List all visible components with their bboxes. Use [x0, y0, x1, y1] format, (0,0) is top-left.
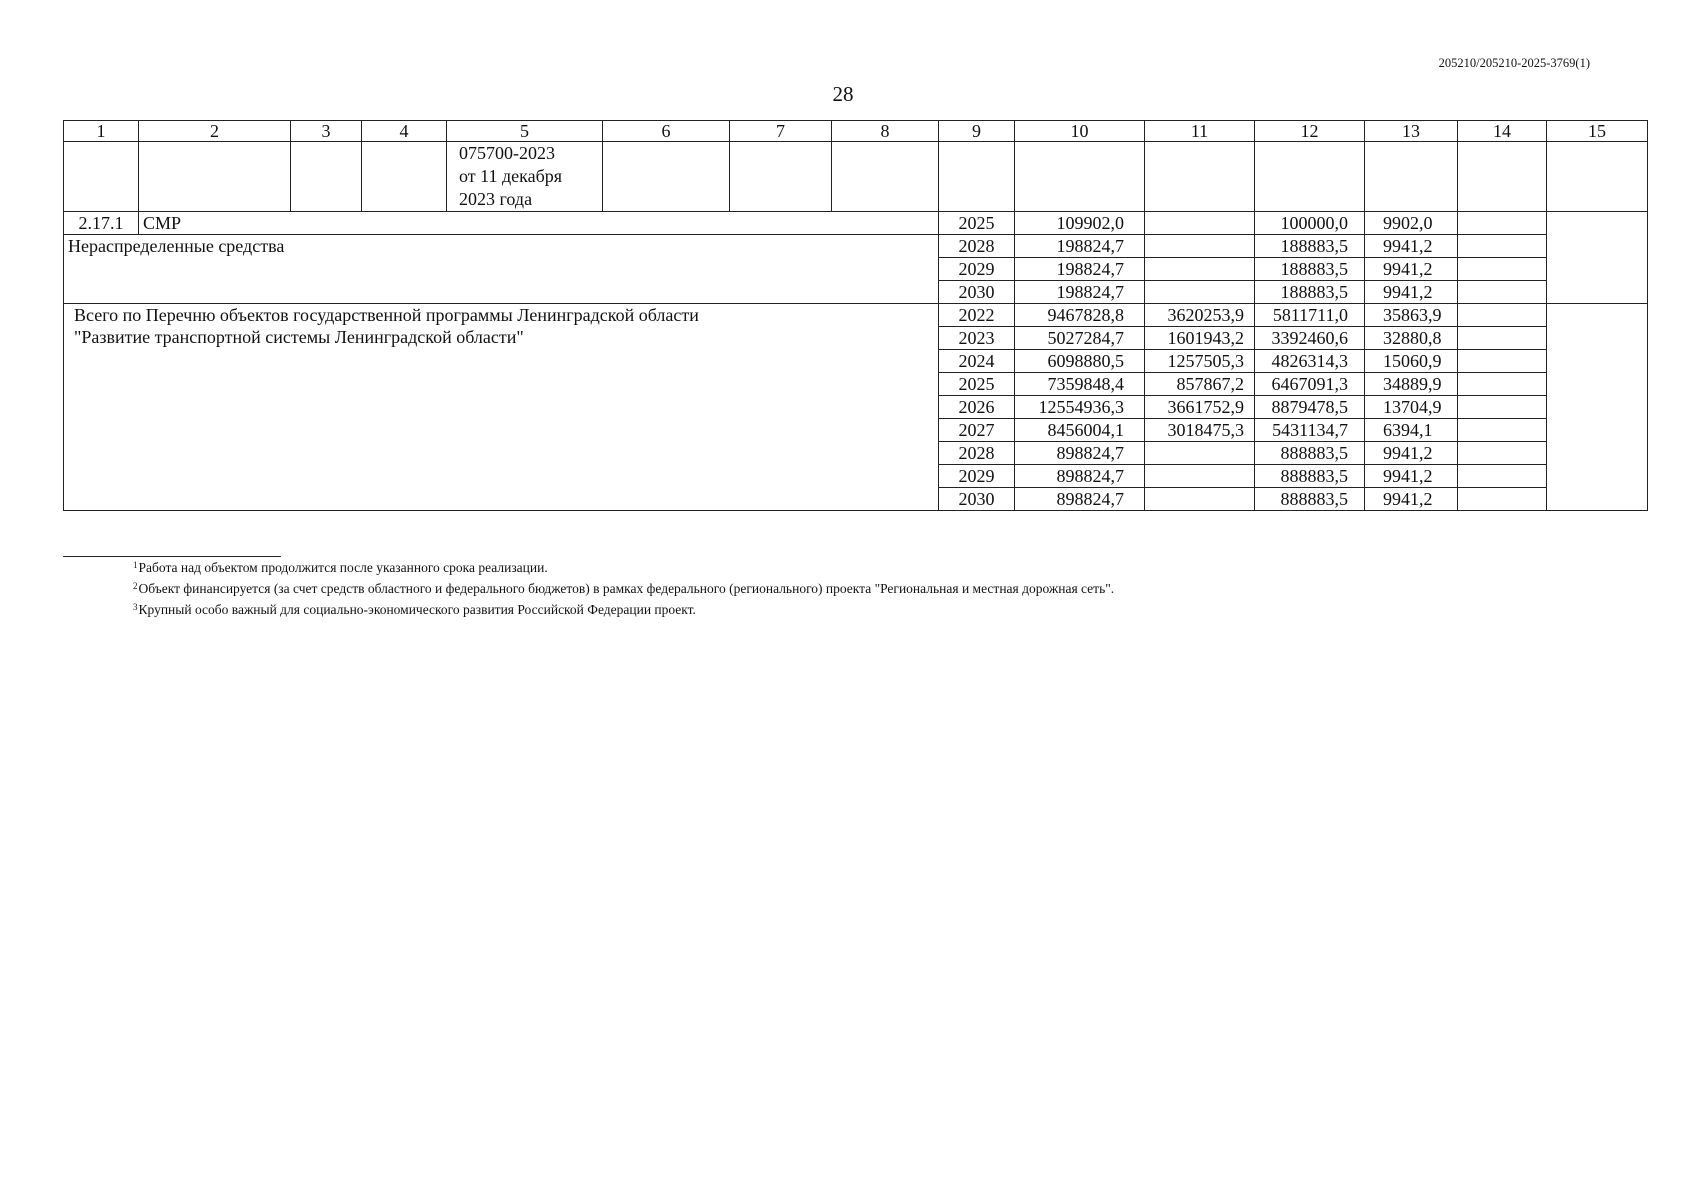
value-cell-10: 898824,7: [1015, 465, 1145, 488]
registration-line: 2023 года: [459, 189, 533, 209]
value-cell-11: 1257505,3: [1145, 350, 1255, 373]
empty-cell-14: [1458, 350, 1547, 373]
row-name: СМР: [139, 212, 939, 235]
column-header: 12: [1255, 121, 1365, 142]
row-number: 2.17.1: [64, 212, 139, 235]
empty-cell-14: [1458, 281, 1547, 304]
value-cell-11: [1145, 212, 1255, 235]
value-cell-12: 888883,5: [1255, 488, 1365, 511]
value-cell-10: 898824,7: [1015, 488, 1145, 511]
column-header: 6: [603, 121, 730, 142]
value-cell-12: 8879478,5: [1255, 396, 1365, 419]
footnote: $^2$Объект финансируется (за счет средств областного и федерального бюджетов) в рамках федерального (регионального) проекта "Региональная и местная дорожная сеть".: [133, 581, 1115, 596]
value-cell-12: 4826314,3: [1255, 350, 1365, 373]
value-cell-11: 3620253,9: [1145, 304, 1255, 327]
table-row-unallocated: [64, 235, 1648, 258]
value-cell-11: [1145, 258, 1255, 281]
value-cell-12: 888883,5: [1255, 442, 1365, 465]
value-cell-10: 5027284,7: [1015, 327, 1145, 350]
value-cell-11: 3018475,3: [1145, 419, 1255, 442]
empty-cell-14: [1458, 396, 1547, 419]
value-cell-12: 888883,5: [1255, 465, 1365, 488]
column-header: 11: [1145, 121, 1255, 142]
value-cell-11: [1145, 442, 1255, 465]
year-cell: 2028: [939, 442, 1015, 465]
value-cell-11: [1145, 465, 1255, 488]
year-cell: 2023: [939, 327, 1015, 350]
year-cell: 2025: [939, 373, 1015, 396]
value-cell-13: 9941,2: [1365, 258, 1458, 281]
value-cell-13: 9941,2: [1365, 281, 1458, 304]
value-cell-12: 188883,5: [1255, 258, 1365, 281]
value-cell-10: 7359848,4: [1015, 373, 1145, 396]
column-header: 10: [1015, 121, 1145, 142]
year-cell: 2022: [939, 304, 1015, 327]
value-cell-11: [1145, 235, 1255, 258]
value-cell-13: 9902,0: [1365, 212, 1458, 235]
column-header: 5: [447, 121, 603, 142]
empty-cell-15: [1547, 304, 1648, 511]
page-number: 28: [832, 82, 854, 106]
total-label: [64, 304, 939, 511]
column-header: 14: [1458, 121, 1547, 142]
empty-cell-14: [1458, 419, 1547, 442]
value-cell-11: 3661752,9: [1145, 396, 1255, 419]
year-cell: 2029: [939, 465, 1015, 488]
year-cell: 2029: [939, 258, 1015, 281]
value-cell-10: 12554936,3: [1015, 396, 1145, 419]
value-cell-12: 6467091,3: [1255, 373, 1365, 396]
registration-cell: [447, 142, 603, 212]
year-cell: 2027: [939, 419, 1015, 442]
column-header: 8: [832, 121, 939, 142]
value-cell-11: 1601943,2: [1145, 327, 1255, 350]
column-header: 15: [1547, 121, 1648, 142]
empty-cell-14: [1458, 235, 1547, 258]
total-label-line: "Развитие транспортной системы Ленинградской области": [74, 327, 524, 347]
column-header: 2: [139, 121, 291, 142]
value-cell-12: 3392460,6: [1255, 327, 1365, 350]
value-cell-10: 198824,7: [1015, 258, 1145, 281]
value-cell-10: 8456004,1: [1015, 419, 1145, 442]
value-cell-11: 857867,2: [1145, 373, 1255, 396]
year-cell: 2028: [939, 235, 1015, 258]
footnotes: [133, 556, 1114, 619]
value-cell-13: 9941,2: [1365, 442, 1458, 465]
registration-line: 075700-2023: [459, 143, 555, 163]
value-cell-12: 5811711,0: [1255, 304, 1365, 327]
value-cell-12: 5431134,7: [1255, 419, 1365, 442]
value-cell-11: [1145, 281, 1255, 304]
value-cell-10: 109902,0: [1015, 212, 1145, 235]
registration-line: от 11 декабря: [459, 166, 563, 186]
year-cell: 2025: [939, 212, 1015, 235]
table-row-smr: [64, 212, 1648, 235]
value-cell-13: 35863,9: [1365, 304, 1458, 327]
empty-cell-14: [1458, 327, 1547, 350]
footnote: $^3$Крупный особо важный для социально-экономического развития Российской Федерации проект.: [133, 602, 696, 617]
value-cell-10: 898824,7: [1015, 442, 1145, 465]
value-cell-10: 198824,7: [1015, 235, 1145, 258]
table-header-row: [64, 121, 1648, 142]
column-header: 4: [362, 121, 447, 142]
value-cell-13: 34889,9: [1365, 373, 1458, 396]
value-cell-13: 6394,1: [1365, 419, 1458, 442]
value-cell-13: 13704,9: [1365, 396, 1458, 419]
document-id: 205210/205210-2025-3769(1): [1438, 56, 1590, 70]
year-cell: 2026: [939, 396, 1015, 419]
value-cell-12: 188883,5: [1255, 281, 1365, 304]
value-cell-12: 188883,5: [1255, 235, 1365, 258]
year-cell: 2030: [939, 281, 1015, 304]
value-cell-13: 9941,2: [1365, 488, 1458, 511]
objects-table: [63, 120, 1648, 511]
column-header: 1: [64, 121, 139, 142]
value-cell-12: 100000,0: [1255, 212, 1365, 235]
total-label-line: Всего по Перечню объектов государственной программы Ленинградской области: [74, 305, 699, 325]
footnote: $^1$Работа над объектом продолжится после указанного срока реализации.: [133, 560, 548, 575]
table-row-total: [64, 304, 1648, 327]
year-cell: 2024: [939, 350, 1015, 373]
unallocated-label: Нераспределенные средства: [64, 235, 939, 304]
column-header: 3: [291, 121, 362, 142]
empty-cell-14: [1458, 304, 1547, 327]
value-cell-10: 6098880,5: [1015, 350, 1145, 373]
value-cell-13: 15060,9: [1365, 350, 1458, 373]
empty-cell-14: [1458, 373, 1547, 396]
value-cell-10: 9467828,8: [1015, 304, 1145, 327]
empty-cell-14: [1458, 442, 1547, 465]
value-cell-13: 32880,8: [1365, 327, 1458, 350]
year-cell: 2030: [939, 488, 1015, 511]
column-header: 9: [939, 121, 1015, 142]
value-cell-11: [1145, 488, 1255, 511]
value-cell-10: 198824,7: [1015, 281, 1145, 304]
empty-cell-14: [1458, 465, 1547, 488]
value-cell-13: 9941,2: [1365, 465, 1458, 488]
column-header: 7: [730, 121, 832, 142]
empty-cell-14: [1458, 488, 1547, 511]
registration-row: [64, 142, 1648, 212]
empty-cell-14: [1458, 258, 1547, 281]
value-cell-13: 9941,2: [1365, 235, 1458, 258]
column-header: 13: [1365, 121, 1458, 142]
